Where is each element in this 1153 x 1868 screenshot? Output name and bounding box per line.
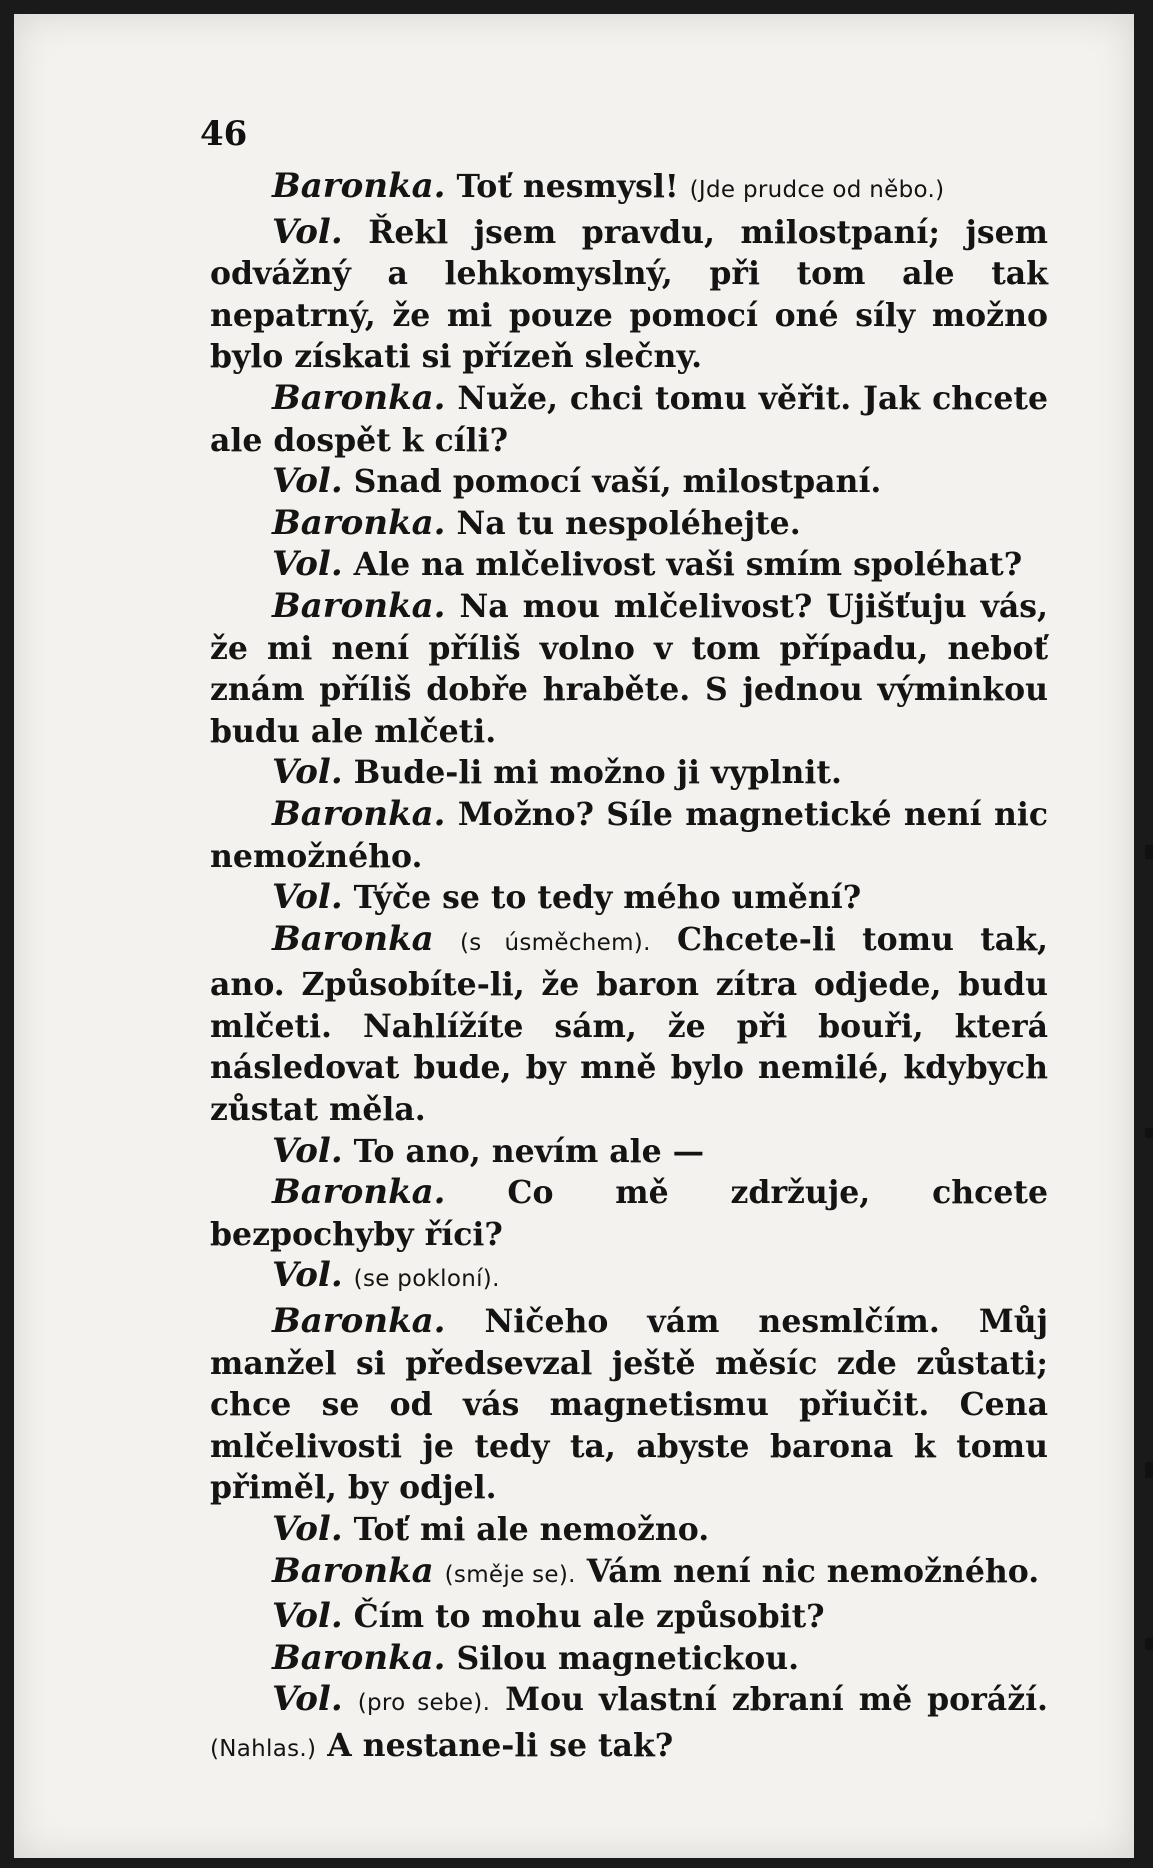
spoken-text: A nestane-li se tak? — [316, 1726, 674, 1764]
speaker-name: Vol. — [272, 1679, 343, 1720]
speech-paragraph — [210, 919, 1048, 1131]
speech-paragraph — [210, 794, 1048, 877]
spoken-text: Vám není nic nemožného. — [575, 1552, 1040, 1590]
speech-paragraph — [210, 212, 1048, 378]
scan-edge-mark — [1145, 1128, 1153, 1138]
book-page — [14, 14, 1134, 1858]
spoken-text: Chcete-li tomu tak, ano. Způsobíte-li, že baron zítra odjede, budu mlčeti. Nahlížíte sám, že při bouři, která následovat bude, by mně bylo nemilé, kdybych zůstat měla. — [210, 920, 1048, 1129]
speech-paragraph — [210, 1638, 1048, 1680]
speaker-name: Vol. — [272, 1596, 343, 1637]
speech-paragraph — [210, 1679, 1048, 1770]
speech-paragraph — [210, 752, 1048, 794]
spoken-text: Na mou mlčelivost? Ujišťuju vás, že mi není příliš volno v tom případu, neboť znám příliš dobře hraběte. S jednou výminkou budu ale mlčeti. — [210, 587, 1048, 750]
spoken-text: Ničeho vám nesmlčím. Můj manžel si předsevzal ještě měsíc zde zůstati; chce se od vás magnetismu přiučit. Cena mlčelivosti je tedy ta, abyste barona k tomu přiměl, by odjel. — [210, 1303, 1048, 1507]
speaker-name: Baronka. — [272, 166, 446, 206]
speech-paragraph — [210, 1131, 1048, 1173]
speech-paragraph — [210, 1509, 1048, 1551]
speaker-name: Baronka. — [272, 1172, 446, 1213]
spoken-text: Nuže, chci tomu věřit. Jak chcete ale dospět k cíli? — [210, 379, 1048, 459]
speaker-name: Vol. — [272, 1255, 343, 1296]
speech-paragraph — [210, 461, 1048, 503]
speaker-name: Vol. — [272, 877, 343, 918]
speaker-name: Vol. — [272, 211, 343, 252]
spoken-text: Snad pomocí vaší, milostpaní. — [342, 463, 882, 501]
speech-paragraph — [210, 586, 1048, 752]
spoken-text: Řekl jsem pravdu, milostpaní; jsem odvážný a lehkomyslný, při tom ale tak nepatrný, že mi pouze pomocí oné síly možno bylo získati si přízeň slečny. — [210, 213, 1048, 376]
speaker-name: Baronka. — [272, 377, 446, 418]
stage-direction: (se pokloní). — [353, 1266, 500, 1293]
speech-paragraph — [210, 1172, 1048, 1255]
scan-edge-mark — [1145, 1638, 1153, 1650]
stage-direction: (Jde prudce od něbo.) — [689, 177, 945, 203]
stage-direction: (pro sebe). — [357, 1690, 491, 1717]
stage-direction: (Nahlas.) — [210, 1735, 317, 1762]
speech-paragraph — [210, 877, 1048, 919]
stage-direction: (směje se). — [444, 1561, 576, 1588]
speech-paragraph — [210, 1596, 1048, 1638]
spoken-text: To ano, nevím ale — — [342, 1132, 705, 1170]
speech-paragraph — [210, 1551, 1048, 1597]
spoken-text: Mou vlastní zbraní mě poráží. — [490, 1681, 1049, 1719]
spoken-text: Ale na mlčelivost vaši smím spoléhat? — [342, 546, 1023, 584]
spoken-text — [343, 1257, 354, 1294]
spoken-text: Toť mi ale nemožno. — [342, 1511, 710, 1548]
speaker-name: Baronka — [272, 1550, 434, 1591]
speaker-name: Vol. — [272, 752, 343, 793]
speaker-name: Baronka — [272, 918, 434, 959]
speech-paragraph — [210, 1255, 1048, 1301]
spoken-text: Bude-li mi možno ji vyplnit. — [342, 754, 842, 792]
speaker-name: Vol. — [272, 1130, 343, 1171]
spoken-text: Toť nesmysl! — [445, 168, 690, 205]
spoken-text — [434, 1553, 445, 1590]
spoken-text: Na tu nespoléhejte. — [445, 504, 801, 542]
speaker-name: Baronka. — [272, 502, 446, 543]
speaker-name: Baronka. — [272, 793, 446, 834]
speech-paragraph — [210, 1301, 1048, 1509]
speaker-name: Vol. — [272, 544, 343, 585]
spoken-text: Čím to mohu ale způsobit? — [342, 1598, 825, 1636]
spoken-text: Týče se to tedy mého umění? — [342, 879, 862, 917]
speech-paragraph — [210, 166, 1048, 212]
scan-edge-mark — [1145, 1462, 1153, 1478]
stage-direction: (s úsměchem). — [460, 929, 651, 956]
speaker-name: Baronka. — [272, 1301, 446, 1342]
speaker-name: Baronka. — [272, 585, 446, 626]
spoken-text: Silou magnetickou. — [445, 1639, 800, 1677]
speaker-name: Baronka. — [272, 1637, 446, 1678]
spoken-text: Možno? Síle magnetické není nic nemožného. — [210, 795, 1048, 875]
speaker-name: Vol. — [272, 1509, 343, 1549]
speech-paragraph — [210, 503, 1048, 545]
spoken-text — [434, 921, 460, 958]
page-number: 46 — [200, 114, 248, 154]
spoken-text — [343, 1681, 358, 1718]
speech-paragraph — [210, 378, 1048, 461]
spoken-text: Co mě zdržuje, chcete bezpochyby říci? — [210, 1174, 1048, 1253]
scan-edge-mark — [1145, 845, 1153, 859]
speech-paragraph — [210, 544, 1048, 586]
dialogue-text — [210, 166, 1048, 1771]
speaker-name: Vol. — [272, 461, 343, 502]
